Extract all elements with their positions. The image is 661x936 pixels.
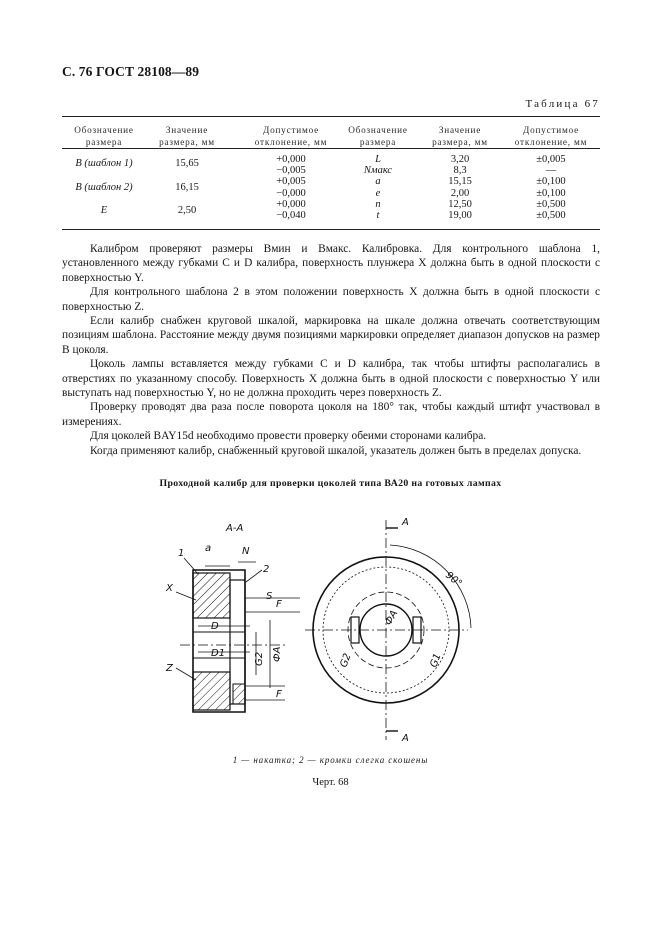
table-cell: Nмакс — [363, 165, 393, 177]
label-F-upper: F — [276, 599, 282, 610]
label-D: D — [211, 621, 219, 632]
table-cell: E — [100, 205, 108, 216]
label-A-bottom: A — [402, 733, 409, 744]
figure-number: Черт. 68 — [312, 777, 349, 788]
label-G2-plan: G2 — [338, 651, 354, 670]
table-cell: +0,005 — [276, 176, 306, 188]
figure-title: Проходной калибр для проверки цоколей типа ВА20 на готовых лампах — [159, 478, 502, 489]
table-cell: ±0,100 — [536, 187, 566, 199]
paragraph: Калибром проверяют размеры Bмин и Bмакс. Калибровка. Для контрольного шаблона 1, установленного между губками C и D калибра, поверхность плунжера X должна быть в одной плоскости с поверхностью Y. — [62, 243, 600, 284]
label-2: 2 — [263, 564, 270, 575]
lower-hatched-block — [193, 672, 230, 710]
table-cell: a — [375, 176, 381, 188]
table-cell: −0,000 — [276, 187, 306, 199]
paragraph: Если калибр снабжен круговой шкалой, маркировка на шкале должна отвечать соответствующим позициям шаблона. Расстояние между двумя позициями маркировки определяет диапазон допусков на размер B цоколя. — [62, 315, 600, 356]
section-view — [165, 523, 300, 712]
upper-hatched-block — [193, 573, 230, 618]
plan-view — [305, 517, 471, 744]
label-S: S — [266, 591, 273, 602]
table-cell: −0,005 — [276, 165, 306, 177]
section-label: А-А — [226, 523, 244, 534]
table-cell: 8,3 — [453, 165, 467, 177]
table-header-deviation-2: Допустимое отклонение, мм — [514, 125, 588, 147]
table-cell: +0,000 — [276, 154, 306, 165]
table-cell: 16,15 — [175, 182, 199, 193]
label-a: a — [205, 543, 212, 554]
table-cell: 2,50 — [177, 205, 197, 216]
table-cell: L — [375, 154, 381, 165]
table-cell: t — [376, 210, 380, 222]
table-cell: ±0,500 — [536, 210, 566, 222]
table-cell: ±0,500 — [536, 198, 566, 210]
label-F-lower: F — [276, 689, 282, 700]
table-cell: 15,15 — [448, 176, 472, 188]
page-header: С. 76 ГОСТ 28108—89 — [62, 64, 200, 79]
table-cell: +0,000 — [276, 198, 306, 210]
table-cell: B (шаблон 2) — [75, 182, 133, 193]
table-header-value-2: Значение размера, мм — [432, 125, 488, 147]
table-cell: 19,00 — [448, 210, 472, 222]
table-cell: 3,20 — [450, 154, 470, 165]
label-phiA: ФA — [272, 646, 283, 662]
table-cell: 15,65 — [175, 158, 199, 169]
table-cell: n — [375, 198, 381, 210]
table-header-designation-1: Обозначение размера — [74, 125, 134, 147]
label-angle: 90° — [443, 569, 464, 590]
table-cell: 12,50 — [448, 198, 472, 210]
table-cell: ±0,005 — [536, 154, 566, 165]
figure-caption: 1 — накатка; 2 — кромки слегка скошены — [232, 755, 429, 765]
table-cell: −0,040 — [276, 210, 306, 222]
table-header-deviation-1: Допустимое отклонение, мм — [254, 125, 328, 147]
table-cell: ±0,100 — [536, 176, 566, 188]
table-header-value-1: Значение размера, мм — [159, 125, 215, 147]
plunger-tip — [233, 684, 245, 704]
label-G1-plan: G1 — [428, 651, 444, 670]
table-cell: B (шаблон 1) — [75, 158, 133, 169]
label-N: N — [242, 546, 250, 557]
label-phiA-plan: ФA — [383, 608, 401, 628]
label-Z: Z — [166, 663, 173, 674]
label-D1: D1 — [211, 648, 226, 659]
paragraph: Цоколь лампы вставляется между губками C и D калибра, так чтобы штифты располагались в отверстиях по указанному способу. Поверхность X должна быть в одной плоскости с поверхностью Y или выступать над поверхностью Y, но не должна проходить через поверхность Z. — [62, 358, 600, 400]
table-cell: 2,00 — [450, 187, 470, 199]
paragraph: Проверку проводят два раза после поворота цоколя на 180° так, чтобы каждый штифт участвовал в измерениях. — [62, 401, 600, 428]
paragraph: Для контрольного шаблона 2 в этом положении поверхность X должна быть в одной плоскости с поверхностью Z. — [62, 286, 600, 313]
label-1: 1 — [178, 548, 185, 559]
label-A-top: A — [402, 517, 409, 528]
table-cell: — — [545, 165, 557, 177]
paragraph: Когда применяют калибр, снабженный круговой шкалой, указатель должен быть в пределах допуска. — [90, 444, 582, 457]
paragraph: Для цоколей BAY15d необходимо провести проверку обеими сторонами калибра. — [90, 430, 487, 443]
label-X: X — [166, 583, 173, 594]
table-cell: e — [375, 187, 381, 199]
label-G2: G2 — [254, 651, 265, 666]
table-header-designation-2: Обозначение размера — [348, 125, 408, 147]
table-label: Таблица 67 — [525, 98, 600, 110]
